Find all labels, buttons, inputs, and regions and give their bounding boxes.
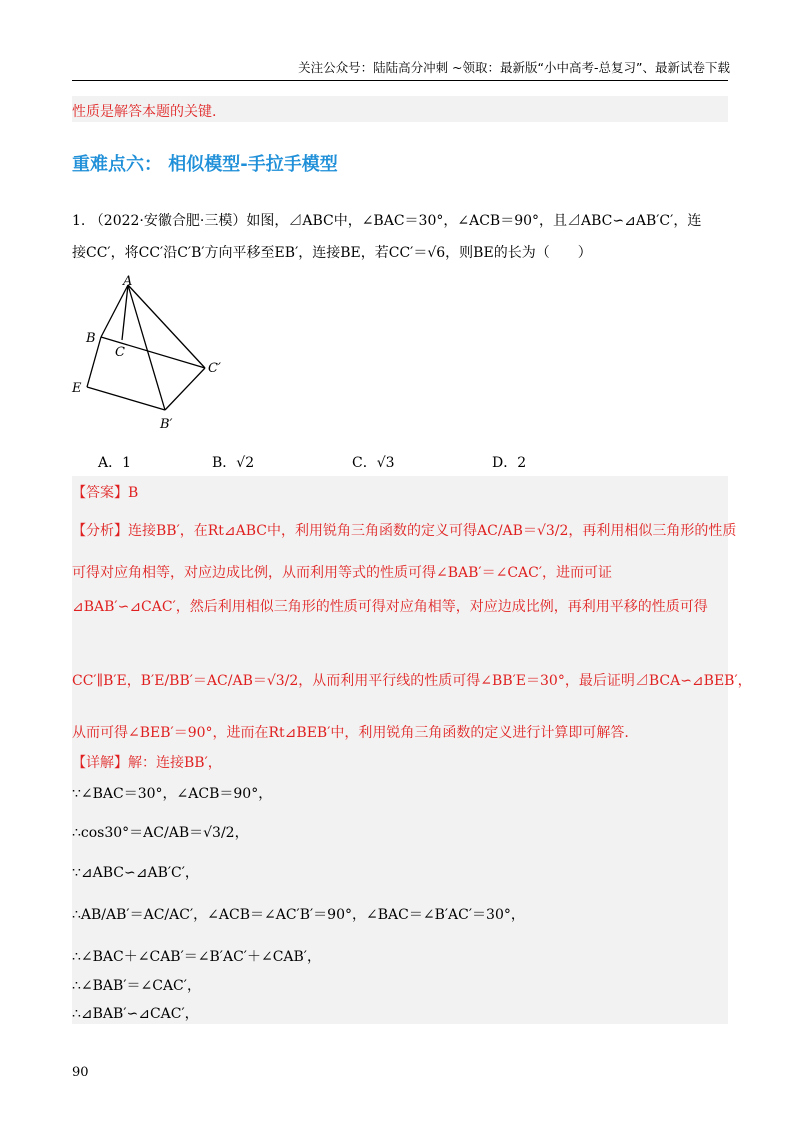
analysis-line-5: 从而可得∠BEB′＝90°，进而在Rt⊿BEB′中，利用锐角三角函数的定义进行计算即可解答. [72,725,629,741]
label-A: A [123,274,133,289]
geometry-figure [70,272,240,437]
detail-line-7: ∴∠BAB′＝∠CAC′， [72,978,201,994]
seg-EBp [87,387,165,410]
detail-line-2: ∵∠BAC＝30°，∠ACB＝90°， [72,786,273,802]
analysis-line-3: ⊿BAB′∽⊿CAC′，然后利用相似三角形的性质可得对应角相等，对应边成比例，再利用平移的性质可得 [72,599,708,615]
detail-line-5: ∴AB/AB′＝AC/AC′，∠ACB＝∠AC′B′＝90°，∠BAC＝∠B′AC′＝30°， [72,907,525,923]
label-Bp: B′ [160,417,173,432]
solution-shade [72,476,728,1024]
question-line-2: 接CC′，将CC′沿C′B′方向平移至EB′，连接BE，若CC′＝√6，则BE的长为（ ） [72,245,592,261]
option-c: C．√3 [352,455,395,471]
label-B: B [86,331,96,346]
option-b: B．√2 [212,455,255,471]
analysis-line-1: 【分析】连接BB′，在Rt⊿ABC中，利用锐角三角函数的定义可得AC/AB＝√3/2，再利用相似三角形的性质 [72,523,737,539]
seg-AB [101,285,128,337]
label-C: C [115,345,125,360]
seg-ABp [128,285,165,410]
analysis-line-2: 可得对应角相等，对应边成比例，从而利用等式的性质可得∠BAB′＝∠CAC′，进而可证 [72,565,613,581]
detail-line-1: 【详解】解：连接BB′， [72,755,222,771]
label-Cp: C′ [208,361,221,376]
analysis-line-4: CC′∥B′E，B′E/BB′＝AC/AB＝√3/2，从而利用平行线的性质可得∠BB′E＝30°，最后证明⊿BCA∽⊿BEB′， [72,673,752,689]
seg-BpCp [165,368,205,410]
page-header: 关注公众号：陆陆高分冲刺 ~领取：最新版“小中高考-总复习”、最新试卷下载 [298,60,730,75]
section-title: 重难点六： 相似模型-手拉手模型 [72,154,338,175]
header-rule [72,80,728,81]
option-d: D．2 [492,455,527,471]
detail-line-6: ∴∠BAC＋∠CAB′＝∠B′AC′＋∠CAB′， [72,949,321,965]
answer-line: 【答案】B [72,485,139,501]
detail-line-8: ∴⊿BAB′∽⊿CAC′， [72,1006,199,1022]
prev-line: 性质是解答本题的关键. [72,104,217,120]
label-E: E [72,381,82,396]
question-line-1: 1. （2022·安徽合肥·三模）如图，⊿ABC中，∠BAC＝30°，∠ACB＝90°，且⊿ABC∽⊿AB′C′，连 [72,213,702,229]
detail-line-3: ∴cos30°＝AC/AB＝√3/2， [72,825,249,841]
seg-ACp [128,285,205,368]
seg-AC [122,285,128,340]
detail-line-4: ∵⊿ABC∽⊿AB′C′， [72,865,199,881]
page-number: 90 [72,1065,89,1080]
option-a: A．1 [98,455,132,471]
